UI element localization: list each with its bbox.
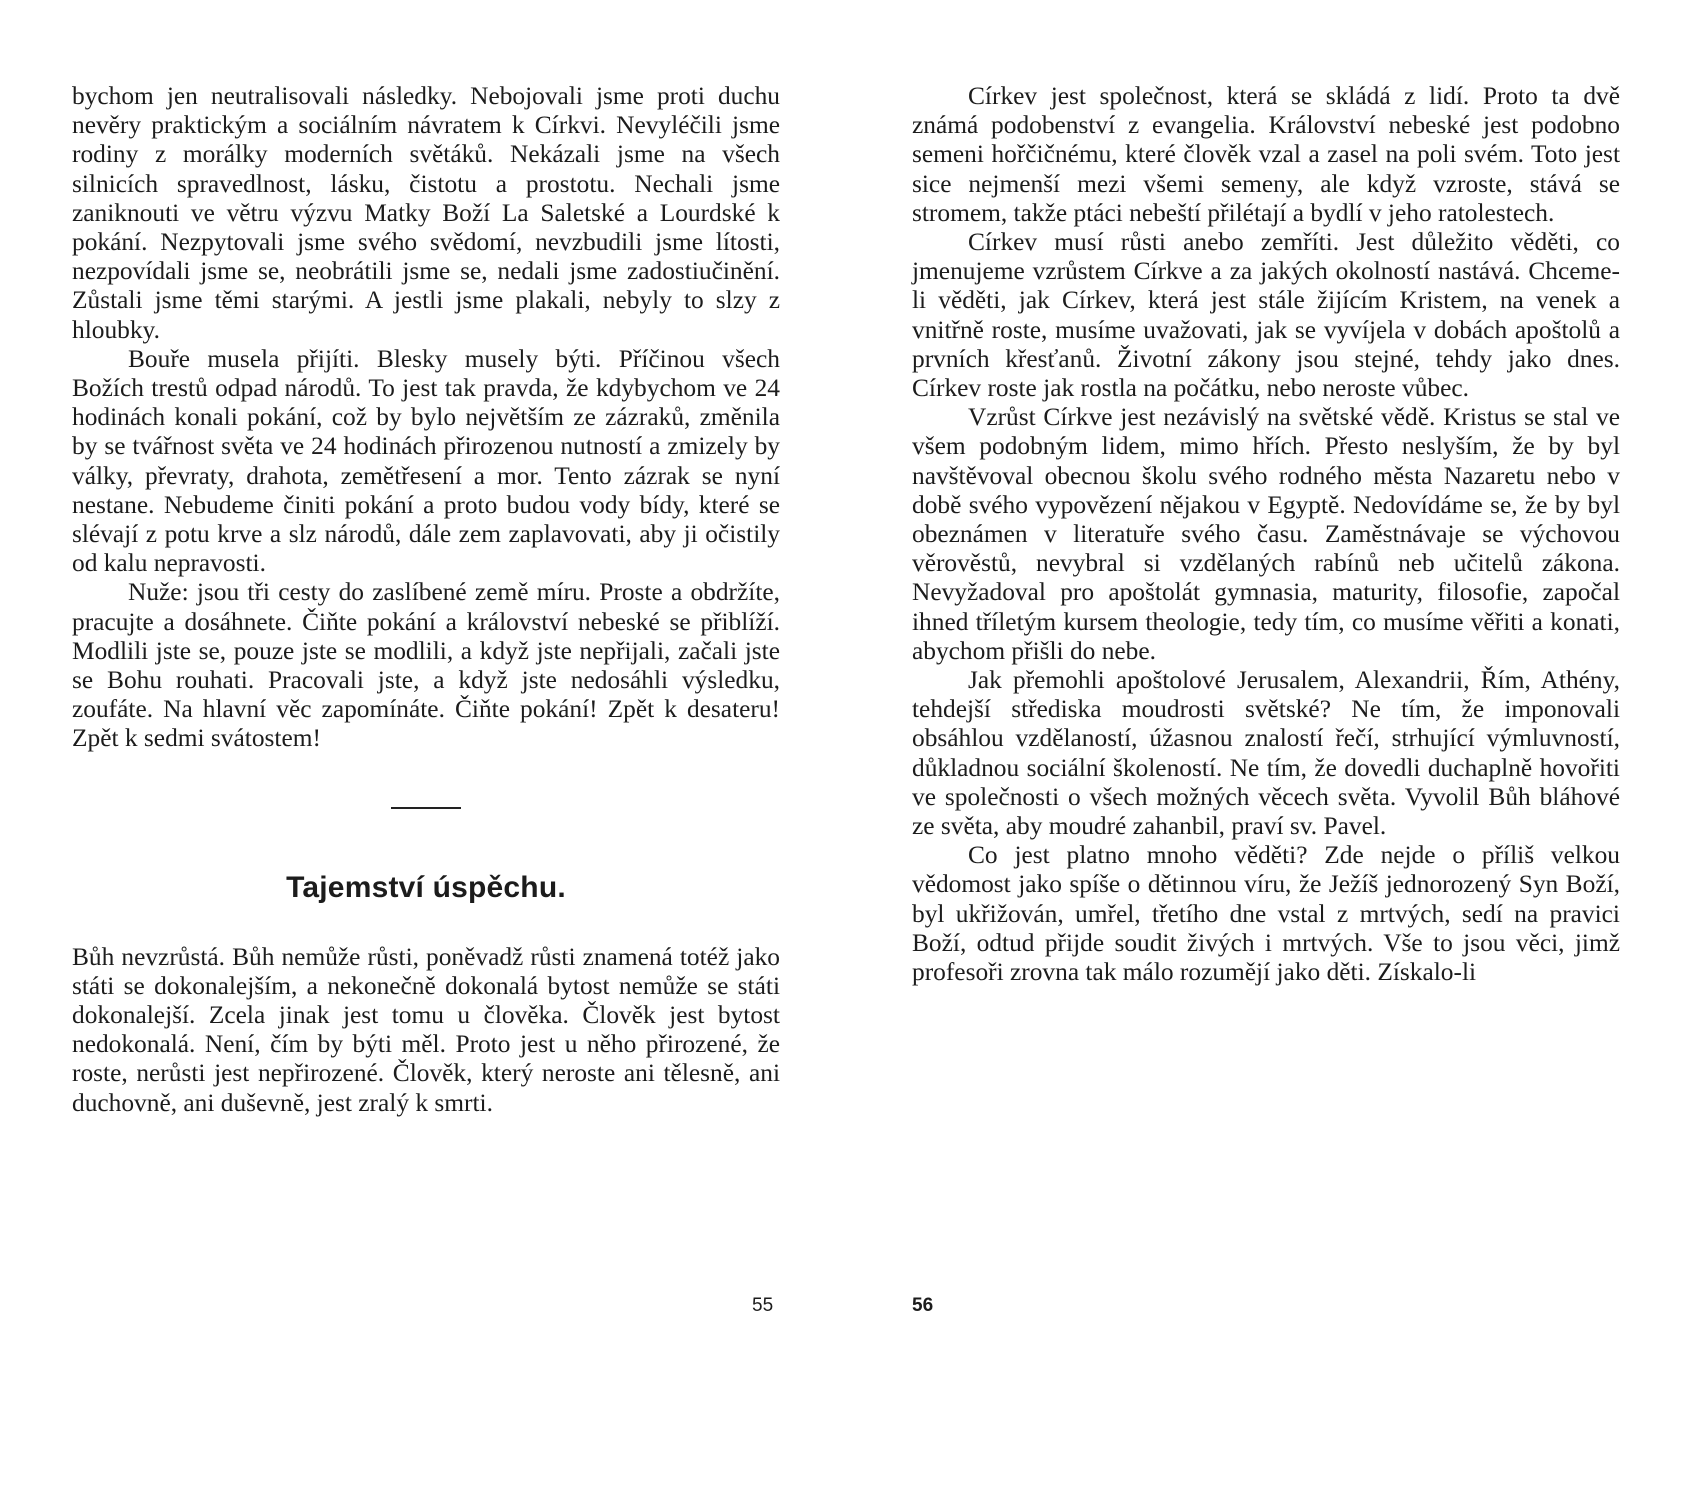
right-paragraph-3: Vzrůst Církve jest nezávislý na světské vědě. Kristus se stal ve všem podobným lidem, mimo hřích. Přesto neslyším, že by byl navštěvoval obecnou školu svého rodného města Nazaretu nebo v době svého vypovězení nějakou v Egyptě. Nedovídáme se, že by byl obeznámen v literatuře svého času. Zaměstnávaje se výchovou věrověstů, nevybral si vzdělaných rabínů neb učitelů zákona. Nevyžadoval pro apoštolát gymnasia, maturity, filosofie, započal ihned tříletým kursem theologie, tedy tím, co musíme věřiti a konati, abychom přišli do nebe. xyxy=(912,403,1620,665)
right-paragraph-4: Jak přemohli apoštolové Jerusalem, Alexandrii, Řím, Athény, tehdejší střediska moudrosti světské? Ne tím, že imponovali obsáhlou vzdělaností, úžasnou znalostí řečí, strhující výmluvností, důkladnou sociální školeností. Ne tím, že dovedli duchaplně hovořiti ve společnosti o všech možných věcech světa. Vyvolil Bůh bláhové ze světa, aby moudré zahanbil, praví sv. Pavel. xyxy=(912,666,1620,841)
section-paragraph: Bůh nevzrůstá. Bůh nemůže růsti, poněvadž růsti znamená totéž jako státi se dokonalejším, a nekonečně dokonalá bytost nemůže se státi dokonalejší. Zcela jinak jest tomu u člověka. Člověk jest bytost nedokonalá. Není, čím by býti měl. Proto jest u něho přirozené, že roste, nerůsti jest nepřirozené. Člověk, který neroste ani tělesně, ani duchovně, ani duševně, jest zralý k smrti. xyxy=(72,942,780,1117)
right-paragraph-5: Co jest platno mnoho věděti? Zde nejde o příliš velkou vědomost jako spíše o dětinnou víru, že Ježíš jednorozený Syn Boží, byl ukřižován, umřel, třetího dne vstal z mrtvých, sedí na pravici Boží, odtud přijde soudit živých i mrtvých. Vše to jsou věci, jimž profesoři zrovna tak málo rozumějí jako děti. Získalo-li xyxy=(912,841,1620,987)
left-page xyxy=(72,82,780,1118)
right-paragraph-1: Církev jest společnost, která se skládá z lidí. Proto ta dvě známá podobenství z evangelia. Království nebeské jest podobno semeni hořčičnému, které člověk vzal a zasel na poli svém. Toto jest sice nejmenší mezi všemi semeny, ale když vzroste, stává se stromem, takže ptáci nebeští přilétají a bydlí v jeho ratolestech. xyxy=(912,82,1620,227)
page-number-right: 56 xyxy=(912,1295,934,1316)
right-page xyxy=(912,82,1620,987)
page-number-left: 55 xyxy=(752,1295,774,1316)
left-paragraph-3: Nuže: jsou tři cesty do zaslíbené země míru. Proste a obdržíte, pracujte a dosáhnete. Čiňte pokání a království nebeské se přiblíží. Modlili jste se, pouze jste se modlili, a když jste nepřijali, začali jste se Bohu rouhati. Pracovali jste, a když jste nedosáhli výsledku, zoufáte. Na hlavní věc zapomínáte. Čiňte pokání! Zpět k desateru! Zpět k sedmi svátostem! xyxy=(72,578,780,753)
left-paragraph-1: bychom jen neutralisovali následky. Nebojovali jsme proti duchu nevěry praktickým a sociálním návratem k Církvi. Nevyléčili jsme rodiny z morálky moderních světáků. Nekázali jsme na všech silnicích spravedlnost, lásku, čistotu a prostotu. Nechali jsme zaniknouti ve větru výzvu Matky Boží La Saletské a Lourdské k pokání. Nezpytovali jsme svého svědomí, nevzbudili jsme lítosti, nezpovídali jsme se, neobrátili jsme se, nedali jsme zadostiučinění. Zůstali jsme těmi starými. A jestli jsme plakali, nebyly to slzy z hloubky. xyxy=(72,82,780,344)
section-divider xyxy=(391,807,461,809)
section-heading: Tajemství úspěchu. xyxy=(286,870,566,904)
left-paragraph-2: Bouře musela přijíti. Blesky musely býti. Příčinou všech Božích trestů odpad národů. To jest tak pravda, že kdybychom ve 24 hodinách konali pokání, což by bylo největším ze zázraků, změnila by se tvářnost světa ve 24 hodinách přirozenou nutností a zmizely by války, převraty, drahota, zemětřesení a mor. Tento zázrak se nyní nestane. Nebudeme činiti pokání a proto budou vody bídy, které se slévají z potu krve a slz národů, dále zem zaplavovati, aby ji očistily od kalu nepravosti. xyxy=(72,344,780,578)
right-paragraph-2: Církev musí růsti anebo zemříti. Jest důležito věděti, co jmenujeme vzrůstem Církve a za jakých okolností nastává. Chceme-li věděti, jak Církev, která jest stále žijícím Kristem, na venek a vnitřně roste, musíme uvažovati, jak se vyvíjela v dobách apoštolů a prvních křesťanů. Životní zákony jsou stejné, tehdy jako dnes. Církev roste jak rostla na počátku, nebo neroste vůbec. xyxy=(912,228,1620,403)
